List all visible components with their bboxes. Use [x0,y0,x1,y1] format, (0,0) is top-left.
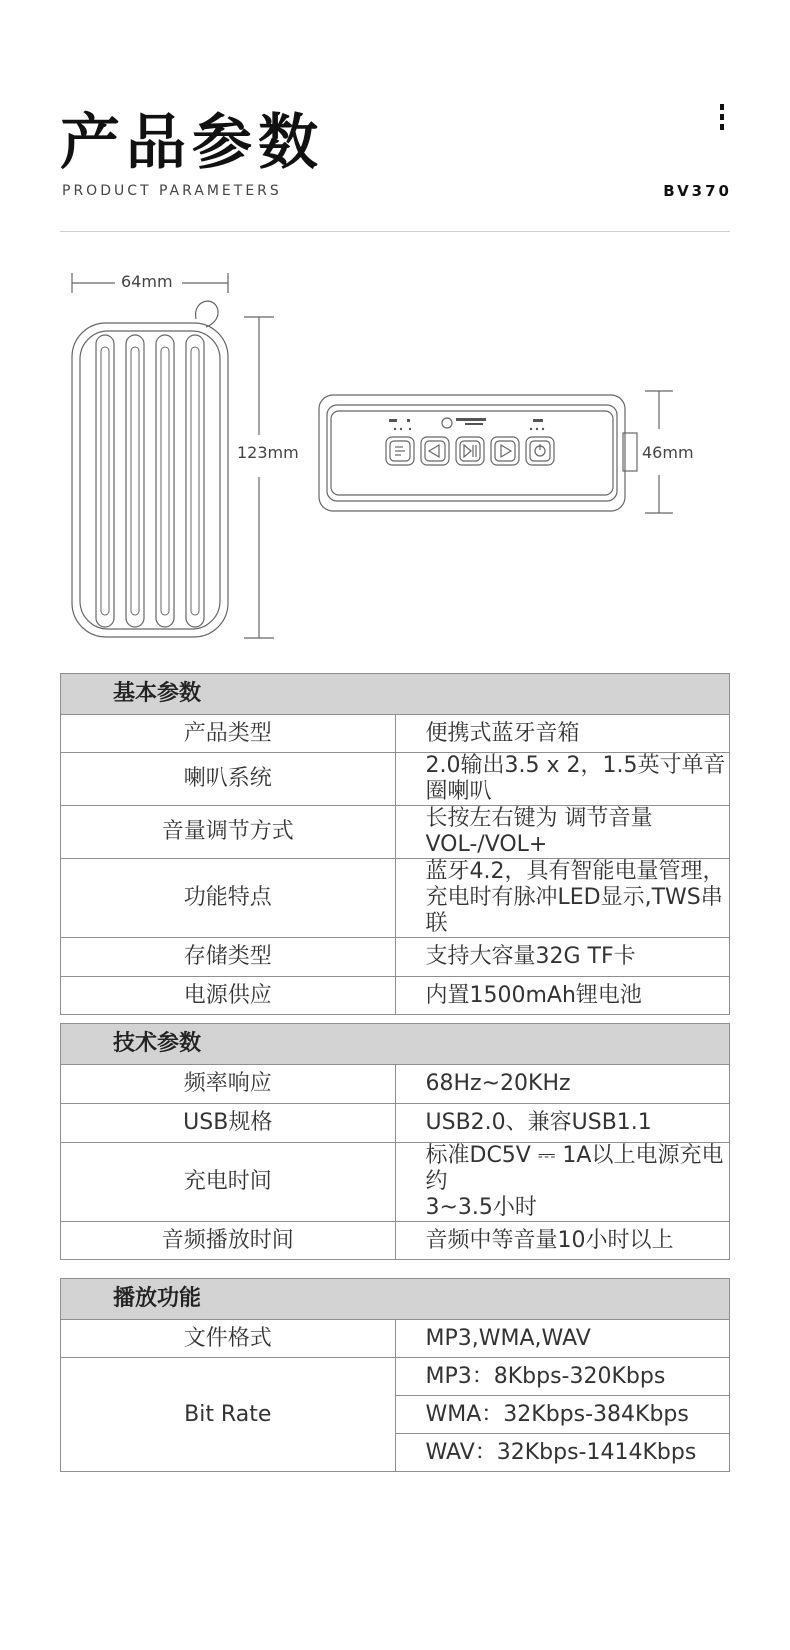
basic-params-heading: 基本参数 [61,674,730,715]
header-divider [60,231,730,232]
param-label: 音频播放时间 [61,1222,396,1260]
front-height-label: 123mm [237,443,299,462]
param-value: 内置1500mAh锂电池 [395,977,730,1015]
param-value [395,1143,730,1222]
param-label: 存储类型 [61,938,396,977]
param-value: 2.0输出3.5 x 2，1.5英寸单音圈喇叭 [395,753,730,806]
param-value: WAV：32Kbps-1414Kbps [395,1434,730,1472]
param-value: 长按左右键为 调节音量 VOL-/VOL+ [395,806,730,859]
param-label: 喇叭系统 [61,753,396,806]
param-value-line: 标准DC5V ⎓ 1A以上电源充电约 [425,1143,724,1194]
page-title: 产品参数 [60,108,324,178]
param-value: 音频中等音量10小时以上 [395,1222,730,1260]
param-label: 文件格式 [61,1320,396,1358]
tech-params-heading: 技术参数 [61,1024,730,1065]
front-width-label: 64mm [121,272,173,291]
param-value-line: 充电时有脉冲LED显示,TWS串联 [425,885,723,936]
basic-params-table [60,673,730,1015]
param-value: 68Hz~20KHz [395,1065,730,1104]
front-rib-slots [101,347,199,615]
param-value: MP3,WMA,WAV [395,1320,730,1358]
play-params-table [60,1278,730,1472]
param-label: 频率响应 [61,1065,396,1104]
param-label: Bit Rate [61,1358,396,1472]
param-value: WMA：32Kbps-384Kbps [395,1396,730,1434]
param-label: USB规格 [61,1104,396,1143]
page-subtitle: PRODUCT PARAMETERS [62,183,282,199]
param-label: 电源供应 [61,977,396,1015]
top-indicator-dots [389,418,544,430]
play-params-heading: 播放功能 [61,1279,730,1320]
param-label: 音量调节方式 [61,806,396,859]
param-value: 便携式蓝牙音箱 [395,715,730,753]
param-value: USB2.0、兼容USB1.1 [395,1104,730,1143]
param-value: MP3：8Kbps-320Kbps [395,1358,730,1396]
model-number: BV370 [663,182,732,200]
param-value-line: 3~3.5小时 [425,1195,537,1220]
param-value [395,859,730,938]
param-value: 支持大容量32G TF卡 [395,938,730,977]
param-value-line: 蓝牙4.2，具有智能电量管理， [425,859,725,884]
param-label: 产品类型 [61,715,396,753]
menu-dots-icon[interactable] [720,104,726,132]
param-label: 功能特点 [61,859,396,938]
param-label: 充电时间 [61,1143,396,1222]
tech-params-table [60,1023,730,1260]
top-depth-label: 46mm [642,443,694,462]
